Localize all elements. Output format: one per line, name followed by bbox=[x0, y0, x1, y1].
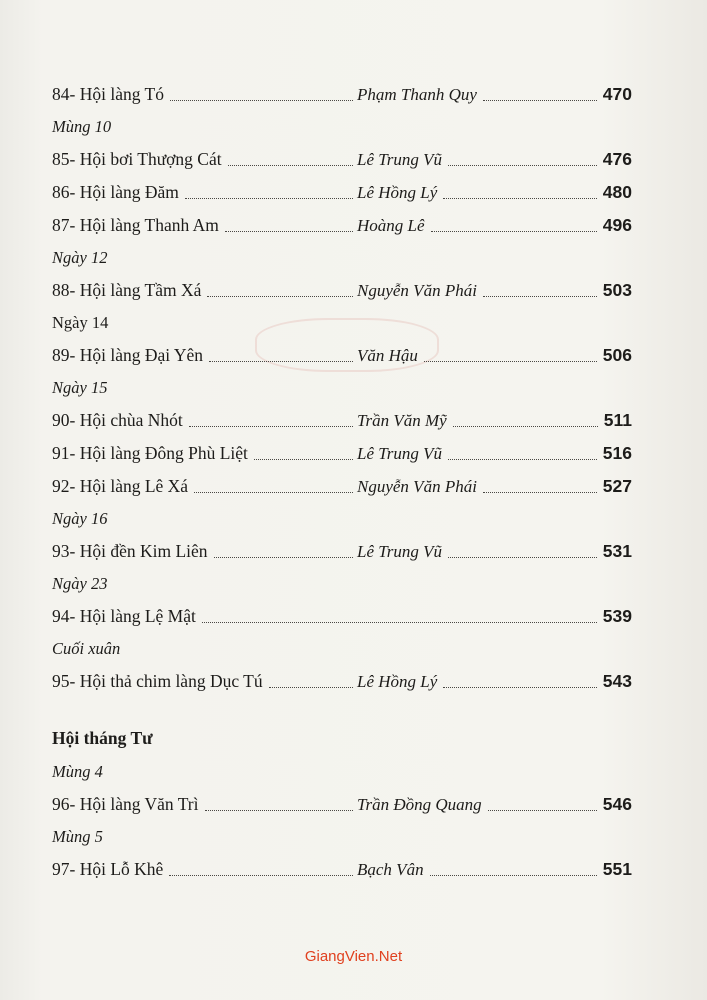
entry-author: Lê Trung Vũ bbox=[357, 150, 443, 169]
page-number: 516 bbox=[602, 443, 632, 463]
entry-title: 84- Hội làng Tó bbox=[52, 84, 164, 104]
leader-dots bbox=[185, 165, 353, 199]
page-number: 476 bbox=[602, 149, 632, 169]
entry-author: Lê Trung Vũ bbox=[357, 542, 443, 561]
leader-dots bbox=[202, 589, 597, 623]
toc-entry bbox=[52, 600, 632, 633]
entry-author: Hoàng Lê bbox=[357, 216, 425, 235]
leader-dots bbox=[431, 198, 597, 232]
entry-title: 87- Hội làng Thanh Am bbox=[52, 215, 219, 235]
toc-entry bbox=[52, 665, 632, 698]
entry-title: 92- Hội làng Lê Xá bbox=[52, 476, 189, 496]
page-number: 496 bbox=[602, 215, 632, 235]
leader-dots bbox=[209, 328, 353, 362]
leader-dots bbox=[448, 132, 597, 166]
entry-author: Văn Hậu bbox=[357, 346, 418, 365]
entry-author: Lê Hồng Lý bbox=[357, 183, 438, 202]
entry-title: 85- Hội bơi Thượng Cát bbox=[52, 149, 222, 169]
leader-dots bbox=[443, 654, 597, 688]
page-number: 543 bbox=[602, 671, 632, 691]
entry-author: Lê Trung Vũ bbox=[357, 444, 443, 463]
day-heading: Mùng 4 bbox=[52, 762, 103, 781]
day-heading: Ngày 15 bbox=[52, 378, 108, 397]
entry-author: Trần Văn Mỹ bbox=[357, 411, 447, 430]
toc-entry bbox=[52, 339, 632, 372]
leader-dots bbox=[453, 393, 598, 427]
page-number: 551 bbox=[602, 859, 632, 879]
page-number: 527 bbox=[602, 476, 632, 496]
leader-dots bbox=[214, 524, 353, 558]
entry-author: Nguyễn Văn Phái bbox=[357, 477, 477, 496]
day-heading: Ngày 23 bbox=[52, 574, 108, 593]
leader-dots bbox=[194, 459, 353, 493]
leader-dots bbox=[483, 263, 597, 297]
entry-author: Trần Đồng Quang bbox=[357, 795, 482, 814]
entry-title: 88- Hội làng Tầm Xá bbox=[52, 280, 202, 300]
leader-dots bbox=[207, 263, 353, 297]
entry-author: Lê Hồng Lý bbox=[357, 672, 438, 691]
day-heading: Ngày 12 bbox=[52, 248, 108, 267]
day-heading: Cuối xuân bbox=[52, 639, 121, 658]
toc-entry bbox=[52, 853, 632, 886]
leader-dots bbox=[269, 654, 353, 688]
entry-title: 90- Hội chùa Nhót bbox=[52, 410, 183, 430]
leader-dots bbox=[483, 67, 597, 101]
watermark-text: GiangVien.Net bbox=[304, 948, 403, 965]
leader-dots bbox=[170, 67, 353, 101]
month-heading: Hội tháng Tư bbox=[52, 728, 153, 748]
leader-dots bbox=[443, 165, 597, 199]
day-heading: Mùng 5 bbox=[52, 827, 103, 846]
leader-dots bbox=[228, 132, 353, 166]
entry-title: 91- Hội làng Đông Phù Liệt bbox=[52, 443, 248, 463]
toc-entry bbox=[52, 535, 632, 568]
leader-dots bbox=[488, 777, 597, 811]
leader-dots bbox=[448, 524, 597, 558]
page-number: 539 bbox=[602, 606, 632, 626]
page-number: 546 bbox=[602, 794, 632, 814]
leader-dots bbox=[189, 393, 353, 427]
entry-author: Phạm Thanh Quy bbox=[357, 85, 477, 104]
leader-dots bbox=[254, 426, 353, 460]
leader-dots bbox=[205, 777, 353, 811]
toc-entry bbox=[52, 274, 632, 307]
entry-title: 96- Hội làng Văn Trì bbox=[52, 794, 199, 814]
day-heading: Ngày 14 bbox=[52, 313, 109, 332]
toc-entry bbox=[52, 788, 632, 821]
page-number: 503 bbox=[602, 280, 632, 300]
day-heading: Ngày 16 bbox=[52, 509, 108, 528]
day-heading: Mùng 10 bbox=[52, 117, 112, 136]
entry-title: 97- Hội Lỗ Khê bbox=[52, 859, 164, 879]
toc-entry bbox=[52, 78, 632, 111]
page-number: 531 bbox=[602, 541, 632, 561]
page-number: 506 bbox=[602, 345, 632, 365]
entry-title: 94- Hội làng Lệ Mật bbox=[52, 606, 196, 626]
leader-dots bbox=[448, 426, 597, 460]
leader-dots bbox=[483, 459, 597, 493]
leader-dots bbox=[430, 842, 597, 876]
leader-dots bbox=[169, 842, 353, 876]
table-of-contents bbox=[52, 78, 632, 886]
leader-dots bbox=[424, 328, 597, 362]
toc-entry bbox=[52, 470, 632, 503]
leader-dots bbox=[225, 198, 353, 232]
entry-title: 95- Hội thả chim làng Dục Tú bbox=[52, 671, 263, 691]
entry-title: 89- Hội làng Đại Yên bbox=[52, 345, 203, 365]
page-number: 470 bbox=[602, 84, 632, 104]
entry-title: 86- Hội làng Đăm bbox=[52, 182, 179, 202]
page-number: 511 bbox=[603, 410, 632, 430]
page-number: 480 bbox=[602, 182, 632, 202]
entry-author: Bạch Vân bbox=[357, 860, 424, 879]
entry-author: Nguyễn Văn Phái bbox=[357, 281, 477, 300]
entry-title: 93- Hội đền Kim Liên bbox=[52, 541, 208, 561]
toc-entry bbox=[52, 209, 632, 242]
